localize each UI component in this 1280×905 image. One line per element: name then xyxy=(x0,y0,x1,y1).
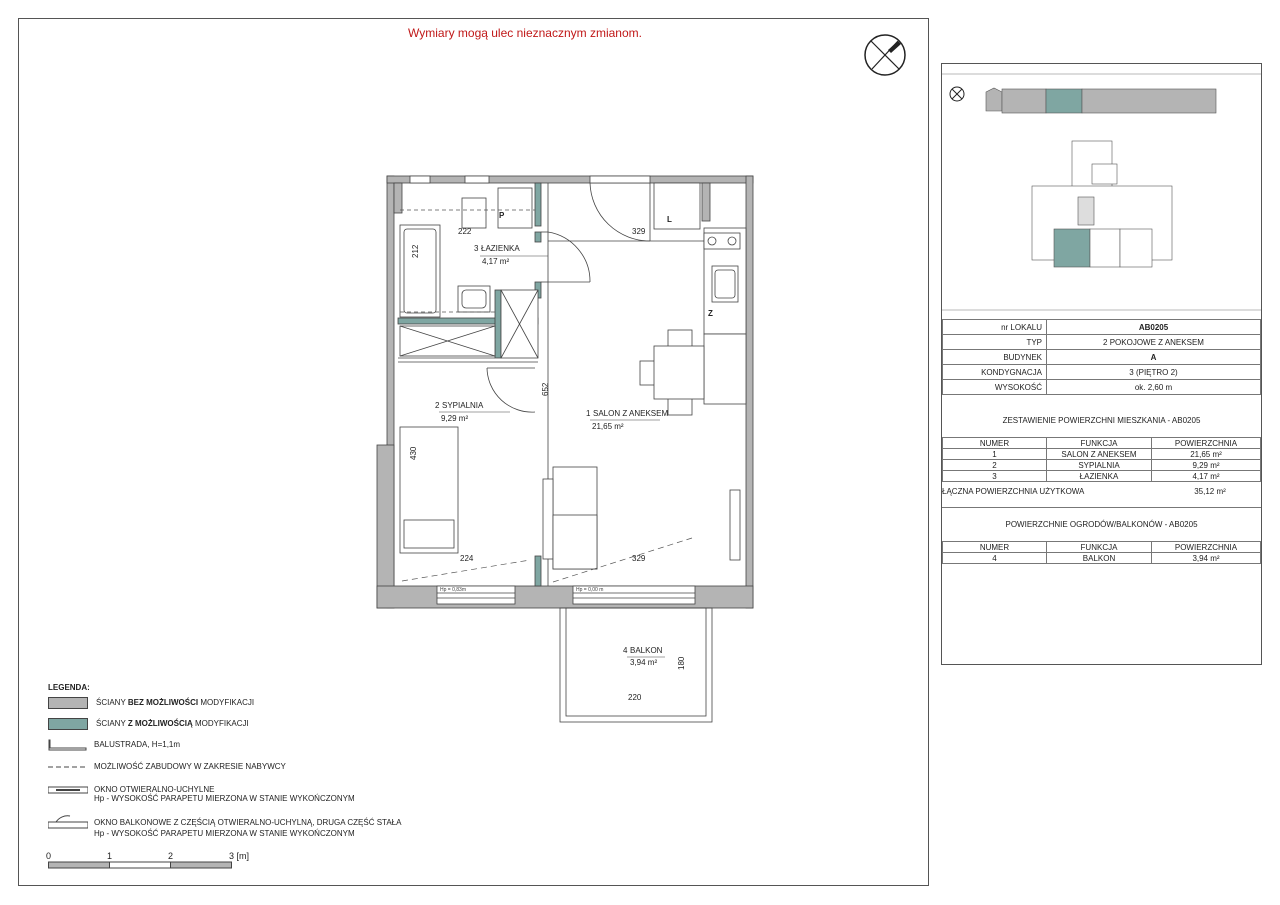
room-area-bedroom: 9,29 m² xyxy=(441,414,469,423)
mini-compass-icon xyxy=(950,87,964,101)
room-area-bath: 4,17 m² xyxy=(482,257,510,266)
table-cell: SALON Z ANEKSEM xyxy=(1047,449,1152,460)
info-label: TYP xyxy=(943,335,1047,350)
table-cell: 2 xyxy=(943,460,1047,471)
area-summary-table xyxy=(942,437,1261,482)
legend-mod: ŚCIANY Z MOŻLIWOŚCIĄ MODYFIKACJI xyxy=(48,718,249,730)
table-cell: SYPIALNIA xyxy=(1047,460,1152,471)
dim-bed-bottom: 224 xyxy=(460,554,474,563)
table-cell: 9,29 m² xyxy=(1152,460,1261,471)
dashed-line-icon xyxy=(48,762,88,772)
window-label-right: Hp = 0,00 m xyxy=(576,587,604,593)
legend-window2: OKNO BALKONOWE Z CZĘŚCIĄ OTWIERALNO-UCHYLNĄ, DRUGA CZĘŚĆ STAŁA Hp - WYSOKOŚĆ PARAPETU MIERZONA W STANIE WYKOŃCZONYM xyxy=(48,814,401,838)
summary-title: ZESTAWIENIE POWIERZCHNI MIESZKANIA - AB0205 xyxy=(1002,416,1201,425)
room-name-balcony: BALKON xyxy=(630,646,663,655)
notice-text: Wymiary mogą ulec nieznacznym zmianom. xyxy=(408,26,642,40)
dim-balcony-h: 180 xyxy=(677,656,686,670)
legend-fixed: ŚCIANY BEZ MOŻLIWOŚCI MODYFIKACJI xyxy=(48,697,254,709)
room-num-bedroom: 2 xyxy=(435,401,440,410)
toilet xyxy=(462,198,486,228)
scale-tick-1: 1 xyxy=(107,851,113,861)
sofa xyxy=(543,467,597,569)
fixture-label-l: L xyxy=(667,215,672,224)
legend-buildable: MOŻLIWOŚĆ ZABUDOWY W ZAKRESIE NABYWCY xyxy=(48,762,286,772)
table-header: NUMER xyxy=(943,438,1047,449)
room-name-bedroom: SYPIALNIA xyxy=(442,401,484,410)
bed xyxy=(400,427,458,553)
table-cell: 3 xyxy=(943,471,1047,482)
window-label-left: Hp = 0,83m xyxy=(440,587,466,593)
washing-machine xyxy=(498,188,532,228)
table-cell: 4 xyxy=(943,553,1047,564)
room-num-balcony: 4 xyxy=(623,646,628,655)
table-cell: 1 xyxy=(943,449,1047,460)
legend-railing: BALUSTRADA, H=1,1m xyxy=(48,739,180,751)
info-value-height: ok. 2,60 m xyxy=(1047,380,1261,395)
scale-tick-0: 0 xyxy=(46,851,52,861)
info-value-type: 2 POKOJOWE Z ANEKSEM xyxy=(1047,335,1261,350)
dim-salon-bottom: 329 xyxy=(632,554,646,563)
balcony-window-icon xyxy=(48,814,88,832)
dim-bath-h: 212 xyxy=(411,244,420,258)
dim-bed-h: 430 xyxy=(409,446,418,460)
dim-salon-top: 329 xyxy=(632,227,646,236)
table-header: POWIERZCHNIA xyxy=(1152,542,1261,553)
room-num-salon: 1 xyxy=(586,409,591,418)
wall-fixed-swatch xyxy=(48,697,88,709)
table-cell: 21,65 m² xyxy=(1152,449,1261,460)
dim-salon-h: 652 xyxy=(541,382,550,396)
wall-mod-swatch xyxy=(48,718,88,730)
dim-bath-w: 222 xyxy=(458,227,472,236)
balcony-table xyxy=(942,541,1261,564)
table-header: FUNKCJA xyxy=(1047,438,1152,449)
balcony-table-title: POWIERZCHNIE OGRODÓW/BALKONÓW - AB0205 xyxy=(1005,520,1198,529)
unit-info-table xyxy=(942,319,1261,395)
dim-balcony-w: 220 xyxy=(628,693,642,702)
table-cell: BALKON xyxy=(1047,553,1152,564)
total-area-label: ŁĄCZNA POWIERZCHNIA UŻYTKOWA xyxy=(942,487,1085,496)
total-area-value: 35,12 m² xyxy=(1194,487,1226,496)
fridge xyxy=(654,183,700,229)
window-icon xyxy=(48,783,88,797)
info-label: WYSOKOŚĆ xyxy=(943,380,1047,395)
info-value-unit: AB0205 xyxy=(1047,320,1261,335)
legend-title: LEGENDA: xyxy=(48,683,90,692)
fixture-label-p: P xyxy=(499,211,505,220)
dining-table xyxy=(640,330,704,415)
table-header: POWIERZCHNIA xyxy=(1152,438,1261,449)
scale-bar xyxy=(48,852,268,881)
room-name-salon: SALON Z ANEKSEM xyxy=(593,409,669,418)
info-value-building: A xyxy=(1047,350,1261,365)
info-panel xyxy=(941,63,1262,665)
scale-tick-2: 2 xyxy=(168,851,174,861)
info-label: BUDYNEK xyxy=(943,350,1047,365)
room-area-balcony: 3,94 m² xyxy=(630,658,658,667)
info-value-floor: 3 (PIĘTRO 2) xyxy=(1047,365,1261,380)
room-name-bath: ŁAZIENKA xyxy=(481,244,520,253)
table-cell: ŁAZIENKA xyxy=(1047,471,1152,482)
table-cell: 3,94 m² xyxy=(1152,553,1261,564)
room-num-bath: 3 xyxy=(474,244,479,253)
railing-icon xyxy=(48,739,88,751)
fixture-label-z: Z xyxy=(708,309,713,318)
room-area-salon: 21,65 m² xyxy=(592,422,624,431)
table-header: NUMER xyxy=(943,542,1047,553)
table-header: FUNKCJA xyxy=(1047,542,1152,553)
wardrobe-salon xyxy=(730,490,740,560)
building-key-plan xyxy=(942,64,1261,314)
table-cell: 4,17 m² xyxy=(1152,471,1261,482)
info-label: nr LOKALU xyxy=(943,320,1047,335)
info-label: KONDYGNACJA xyxy=(943,365,1047,380)
scale-tick-3: 3 [m] xyxy=(229,851,250,861)
legend-window1: OKNO OTWIERALNO-UCHYLNE Hp - WYSOKOŚĆ PARAPETU MIERZONA W STANIE WYKOŃCZONYM xyxy=(48,783,355,803)
